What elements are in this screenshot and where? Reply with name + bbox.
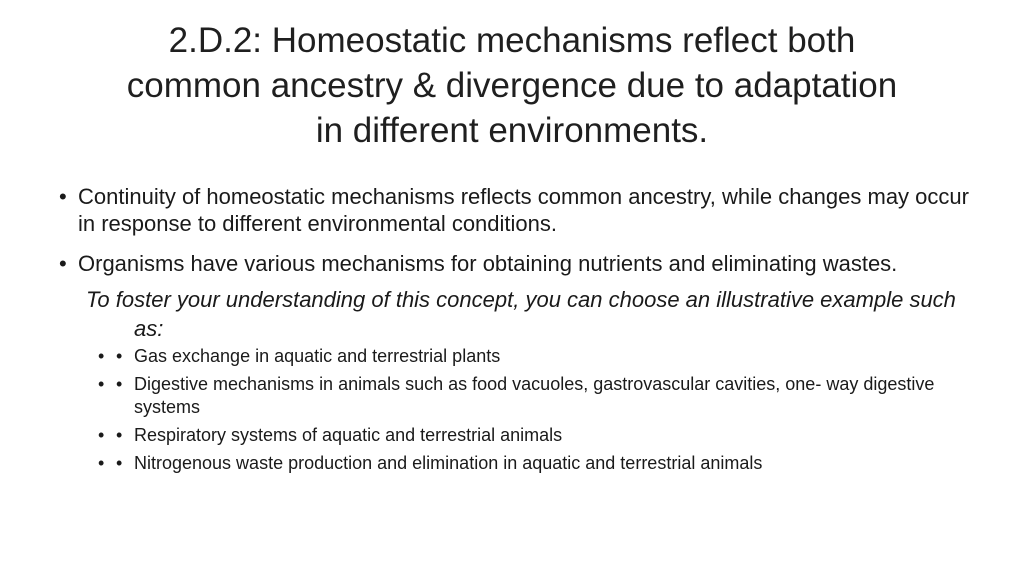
example-text: Nitrogenous waste production and elimination in aquatic and terrestrial animals — [134, 453, 763, 473]
slide-body — [58, 183, 988, 480]
examples-container — [58, 345, 988, 475]
example-text: Digestive mechanisms in animals such as food vacuoles, gastrovascular cavities, one- way digestive systems — [134, 374, 935, 417]
examples-list — [58, 345, 988, 475]
example-item — [96, 452, 988, 475]
title-line: in different environments. — [315, 111, 709, 150]
intro-text: To foster your understanding of this concept, you can choose an illustrative example such as: — [86, 287, 956, 341]
bullet-point: • Organisms have various mechanisms for obtaining nutrients and eliminating wastes. — [58, 250, 988, 277]
title-line: common ancestry & divergence due to adaptation — [126, 66, 898, 105]
bullet-point: • Continuity of homeostatic mechanisms reflects common ancestry, while changes may occur in response to different environmental conditions. — [58, 183, 988, 237]
inner-bullet-glyph: • • — [116, 425, 123, 445]
inner-bullet-glyph: • • — [116, 346, 123, 366]
example-item — [96, 424, 988, 447]
inner-bullet-glyph: • • — [116, 374, 123, 394]
inner-bullet-glyph: • • — [116, 453, 123, 473]
example-text: Gas exchange in aquatic and terrestrial plants — [134, 346, 501, 366]
example-text: Respiratory systems of aquatic and terrestrial animals — [134, 425, 563, 445]
slide-title — [60, 18, 964, 153]
example-item — [96, 373, 988, 419]
example-item — [96, 345, 988, 368]
title-line: 2.D.2: Homeostatic mechanisms reflect both — [168, 21, 856, 60]
